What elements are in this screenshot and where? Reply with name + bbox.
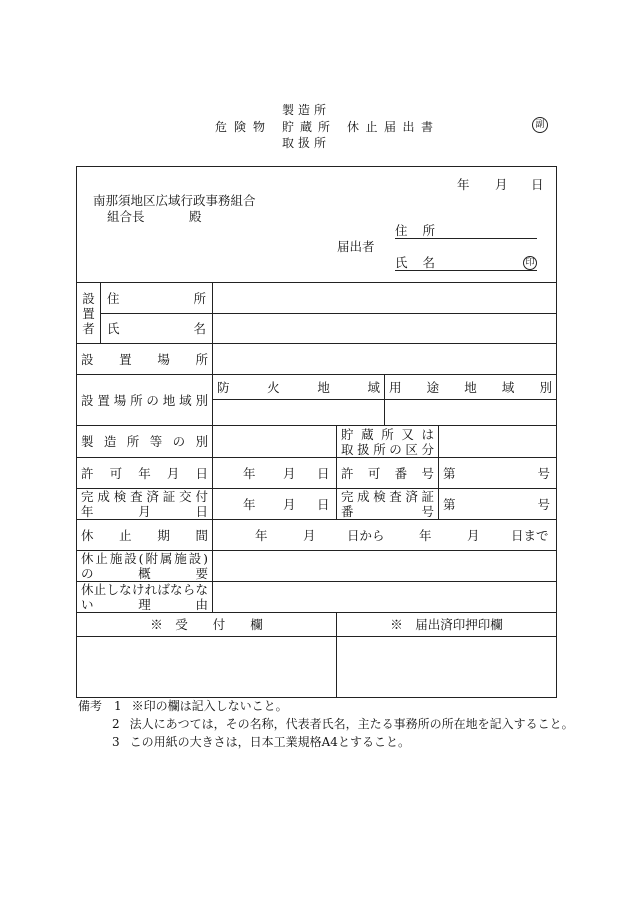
reception-box <box>77 637 337 698</box>
reception-header: ※ 受 付 欄 <box>77 613 337 637</box>
addressee-honorific: 殿 <box>189 209 202 224</box>
completion-number-value: 第 号 <box>439 489 557 520</box>
facility-outline-label: 休止施設(附属施設) の概要 <box>77 551 213 582</box>
title-suffix: 休止届出書 <box>347 120 433 134</box>
notes: 備考 1 ※印の欄は記入しないこと。 2 法人にあつては，その名称，代表者氏名，主たる事務所の所在地を記入すること。 3 この用紙の大きさは，日本工業規格A4とすること。 <box>78 699 574 749</box>
addressee-org: 南那須地区広域行政事務組合 <box>93 193 256 208</box>
fire-zone-label: 防火地域 <box>213 375 385 400</box>
facility-type-label: 製造所等の別 <box>77 426 213 458</box>
use-zone-value <box>385 400 557 426</box>
notification-form <box>76 166 557 698</box>
title-prefix: 危険物 <box>215 120 265 134</box>
completion-date-label: 完成検査済証交付 年月日 <box>77 489 213 520</box>
address-label: 住 所 <box>395 223 435 238</box>
storage-class-value <box>439 426 557 458</box>
storage-class-label: 貯蔵所又は 取扱所の区分 <box>337 426 439 458</box>
seal-box <box>337 637 557 698</box>
installer-label: 設置者 <box>77 283 101 344</box>
installer-address-value <box>213 283 557 314</box>
title-line-manufacturing: 製造所 <box>282 103 326 117</box>
facility-outline-value <box>213 551 557 582</box>
facility-type-value <box>213 426 337 458</box>
note-item-3: この用紙の大きさは，日本工業規格A4とすること。 <box>129 735 410 749</box>
applicant-address-line <box>395 223 537 239</box>
date-day: 日 <box>531 177 544 192</box>
completion-number-label: 完成検査済証 番号 <box>337 489 439 520</box>
use-zone-label: 用途地域別 <box>385 375 557 400</box>
permit-number-label: 許可番号 <box>337 458 439 489</box>
location-label: 設置場所 <box>77 344 213 375</box>
suspension-period-label: 休止期間 <box>77 520 213 551</box>
fire-zone-value <box>213 400 385 426</box>
suspension-period-value: 年 月 日から 年 月 日まで <box>213 520 557 551</box>
seal-column-header: ※ 届出済印押印欄 <box>337 613 557 637</box>
addressee-title: 組合長 <box>107 209 145 224</box>
permit-number-value: 第 号 <box>439 458 557 489</box>
note-item-2: 法人にあつては，その名称，代表者氏名，主たる事務所の所在地を記入すること。 <box>129 717 574 731</box>
installer-address-label: 住所 <box>101 283 213 314</box>
suspension-reason-label: 休止しなければならな い理由 <box>77 582 213 613</box>
installer-name-label: 氏名 <box>101 314 213 344</box>
installer-name-value <box>213 314 557 344</box>
applicant-label: 届出者 <box>337 239 375 254</box>
permit-date-value: 年 月 日 <box>213 458 337 489</box>
seal-icon: 印 <box>523 256 537 270</box>
zone-label: 設置場所の地域別 <box>77 375 213 426</box>
date-year: 年 <box>457 177 470 192</box>
duplicate-seal-icon: 副 <box>532 117 548 133</box>
title-line-storage: 貯蔵所 <box>282 120 330 134</box>
name-label: 氏 名 <box>395 255 435 270</box>
date-month: 月 <box>495 177 508 192</box>
permit-date-label: 許可年月日 <box>77 458 213 489</box>
suspension-reason-value <box>213 582 557 613</box>
title-line-handling: 取扱所 <box>282 136 326 150</box>
header-block <box>77 167 557 283</box>
location-value <box>213 344 557 375</box>
notes-label: 備考 <box>78 699 103 713</box>
completion-date-value: 年 月 日 <box>213 489 337 520</box>
applicant-name-line <box>395 255 537 271</box>
note-item-1: ※印の欄は記入しないこと。 <box>131 699 288 713</box>
